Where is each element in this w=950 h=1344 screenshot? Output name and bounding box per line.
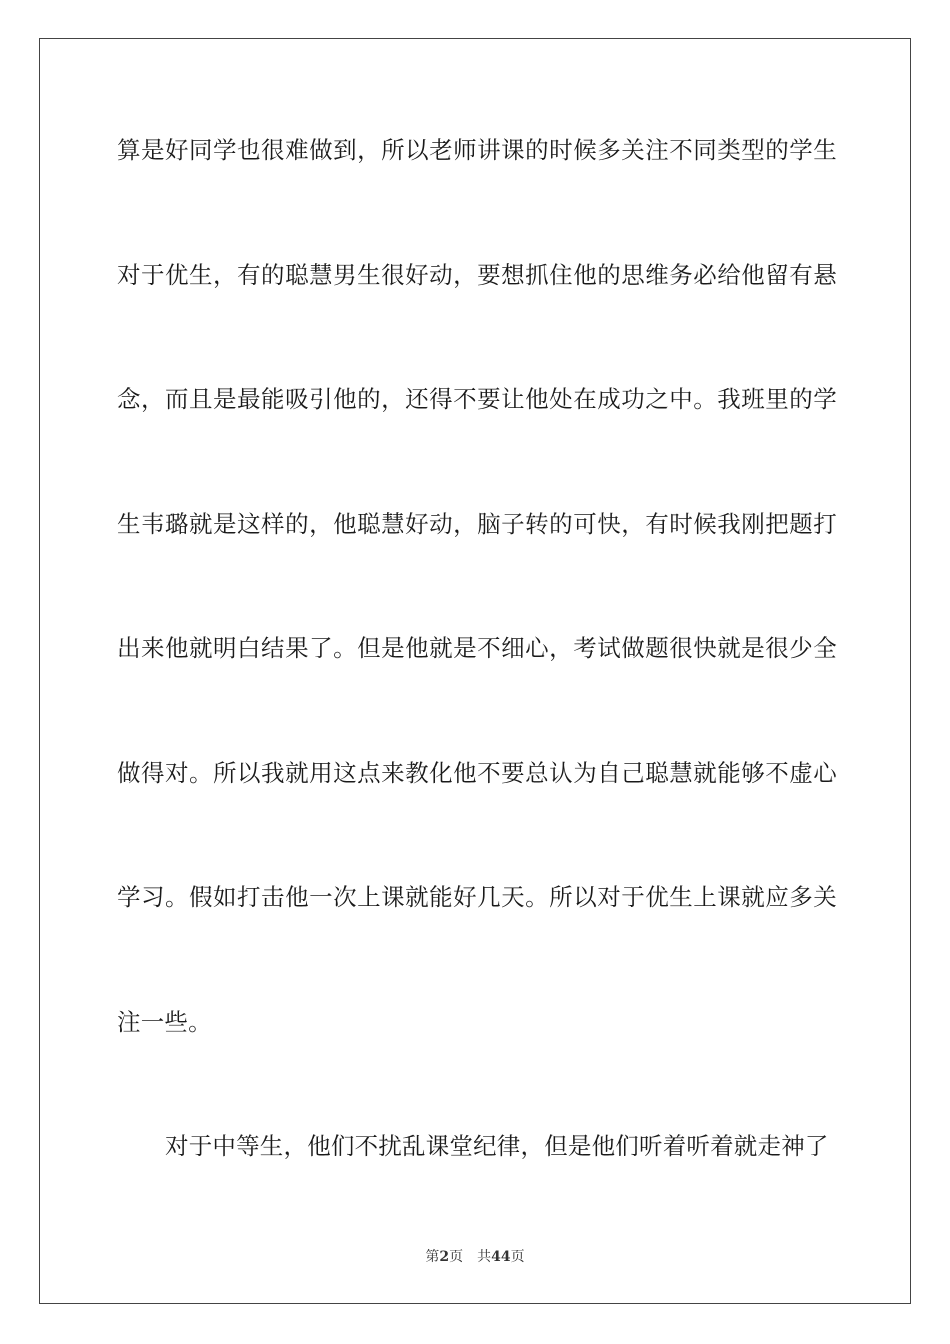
paragraph-line: 学习。假如打击他一次上课就能好几天。所以对于优生上课就应多关 bbox=[117, 883, 837, 911]
total-prefix: 共 bbox=[477, 1249, 492, 1265]
total-suffix: 页 bbox=[510, 1249, 525, 1265]
page-footer bbox=[0, 1247, 950, 1267]
paragraph-line: 出来他就明白结果了。但是他就是不细心，考试做题很快就是很少全 bbox=[117, 634, 837, 662]
page-prefix: 第 bbox=[425, 1249, 440, 1265]
total-pages: 44 bbox=[491, 1249, 511, 1265]
paragraph-line: 注一些。 bbox=[117, 1008, 212, 1036]
paragraph-line: 做得对。所以我就用这点来教化他不要总认为自己聪慧就能够不虚心 bbox=[117, 759, 837, 787]
page-number: 2 bbox=[439, 1249, 450, 1265]
paragraph-line: 对于优生，有的聪慧男生很好动，要想抓住他的思维务必给他留有悬 bbox=[117, 261, 837, 289]
paragraph-line: 生韦璐就是这样的，他聪慧好动，脑子转的可快，有时候我刚把题打 bbox=[117, 510, 837, 538]
page-suffix: 页 bbox=[449, 1249, 464, 1265]
paragraph-line: 念，而且是最能吸引他的，还得不要让他处在成功之中。我班里的学 bbox=[117, 385, 837, 413]
paragraph-line: 算是好同学也很难做到，所以老师讲课的时候多关注不同类型的学生 bbox=[117, 136, 837, 164]
page-border bbox=[39, 38, 911, 1304]
paragraph-line: 对于中等生，他们不扰乱课堂纪律，但是他们听着听着就走神了 bbox=[165, 1132, 829, 1160]
